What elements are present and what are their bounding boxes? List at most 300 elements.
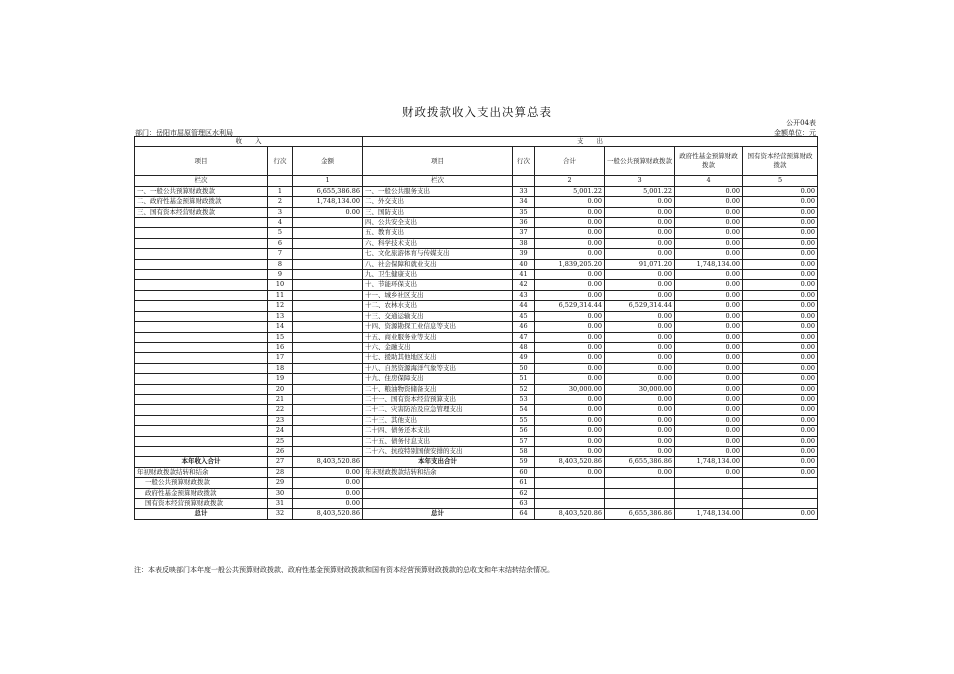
gov-fund-amount: 0.00: [675, 197, 743, 207]
table-row: [135, 249, 818, 259]
income-item: [135, 332, 268, 342]
gov-fund-amount: 0.00: [675, 384, 743, 394]
income-amount-header: 金额: [293, 147, 363, 176]
expense-line-no: 50: [513, 363, 535, 373]
state-capital-amount: 0.00: [743, 384, 818, 394]
income-amount: 0.00: [293, 478, 363, 488]
table-row: [135, 270, 818, 280]
expense-item-header: 项目: [363, 147, 513, 176]
state-capital-amount: 0.00: [743, 238, 818, 248]
expense-line-no: 35: [513, 207, 535, 217]
expense-line-no: 43: [513, 290, 535, 300]
income-item: [135, 290, 268, 300]
income-line-no: 17: [268, 353, 293, 363]
income-line-no: 27: [268, 457, 293, 467]
footnote: 注：本表反映部门本年度一般公共预算财政拨款、政府性基金预算财政拨款和国有资本经营预算财政拨款的总收支和年末结转结余情况。: [134, 566, 554, 574]
gov-fund-amount: 0.00: [675, 228, 743, 238]
column-index-label: 栏次: [135, 176, 268, 186]
gov-fund-amount: 0.00: [675, 363, 743, 373]
income-amount: [293, 322, 363, 332]
column-index-label-right: 栏次: [363, 176, 513, 186]
income-item: 本年收入合计: [135, 457, 268, 467]
income-line-no: 31: [268, 499, 293, 509]
state-capital-amount: 0.00: [743, 342, 818, 352]
income-amount: [293, 405, 363, 415]
expense-line-no: 55: [513, 415, 535, 425]
total-amount: 0.00: [535, 249, 605, 259]
state-capital-amount: 0.00: [743, 415, 818, 425]
state-capital-amount: [743, 499, 818, 509]
expense-item: 二十、粮油物资储备支出: [363, 384, 513, 394]
gov-fund-amount: 0.00: [675, 342, 743, 352]
expense-item: [363, 478, 513, 488]
general-budget-amount: [605, 499, 675, 509]
state-capital-amount: 0.00: [743, 426, 818, 436]
state-capital-amount: 0.00: [743, 405, 818, 415]
general-budget-amount: 0.00: [605, 342, 675, 352]
income-amount: [293, 436, 363, 446]
column-index-2: 2: [535, 176, 605, 186]
income-line-no: 28: [268, 467, 293, 477]
income-line-no: 13: [268, 311, 293, 321]
gov-fund-header: 政府性基金预算财政拨款: [675, 147, 743, 176]
income-amount: [293, 353, 363, 363]
table-row: [135, 436, 818, 446]
income-item: 国有资本经营预算财政拨款: [135, 499, 268, 509]
expense-line-no: 38: [513, 238, 535, 248]
expense-line-no: 41: [513, 270, 535, 280]
income-line-no: 3: [268, 207, 293, 217]
column-index-5: 5: [743, 176, 818, 186]
general-budget-amount: [605, 488, 675, 498]
gov-fund-amount: 0.00: [675, 394, 743, 404]
income-line-header: 行次: [268, 147, 293, 176]
table-row: [135, 509, 818, 519]
table-row: [135, 218, 818, 228]
expense-item: 本年支出合计: [363, 457, 513, 467]
state-capital-amount: 0.00: [743, 197, 818, 207]
state-capital-amount: 0.00: [743, 228, 818, 238]
state-capital-amount: [743, 478, 818, 488]
income-amount: [293, 363, 363, 373]
table-row: [135, 499, 818, 509]
table-row: [135, 290, 818, 300]
gov-fund-amount: 0.00: [675, 353, 743, 363]
table-row: [135, 478, 818, 488]
gov-fund-amount: 0.00: [675, 436, 743, 446]
state-capital-amount: 0.00: [743, 457, 818, 467]
table-row: [135, 446, 818, 456]
expense-item: 三、国防支出: [363, 207, 513, 217]
state-capital-amount: 0.00: [743, 353, 818, 363]
general-budget-amount: 0.00: [605, 353, 675, 363]
income-line-no: 25: [268, 436, 293, 446]
income-amount: 0.00: [293, 499, 363, 509]
general-budget-amount: 0.00: [605, 426, 675, 436]
income-item: [135, 374, 268, 384]
gov-fund-amount: 0.00: [675, 270, 743, 280]
table-row: [135, 186, 818, 196]
state-capital-amount: 0.00: [743, 467, 818, 477]
table-row: [135, 332, 818, 342]
income-amount: 6,655,386.86: [293, 186, 363, 196]
gov-fund-amount: 0.00: [675, 426, 743, 436]
income-item: [135, 322, 268, 332]
state-capital-amount: 0.00: [743, 363, 818, 373]
expense-item: 二十三、其他支出: [363, 415, 513, 425]
total-amount: 0.00: [535, 270, 605, 280]
income-item: [135, 363, 268, 373]
total-amount: 0.00: [535, 238, 605, 248]
income-line-no: 15: [268, 332, 293, 342]
expense-item: 十九、住房保障支出: [363, 374, 513, 384]
budget-table: [134, 136, 818, 520]
gov-fund-amount: 0.00: [675, 405, 743, 415]
general-budget-amount: 0.00: [605, 363, 675, 373]
income-amount: 8,403,520.86: [293, 509, 363, 519]
expense-item: [363, 488, 513, 498]
general-budget-amount: 0.00: [605, 228, 675, 238]
total-amount: 6,529,314.44: [535, 301, 605, 311]
income-item: 一般公共预算财政拨款: [135, 478, 268, 488]
expense-line-no: 51: [513, 374, 535, 384]
total-amount: 0.00: [535, 228, 605, 238]
income-line-no: 26: [268, 446, 293, 456]
expense-item: 四、公共安全支出: [363, 218, 513, 228]
gov-fund-amount: 0.00: [675, 238, 743, 248]
expense-line-no: 34: [513, 197, 535, 207]
total-amount: 0.00: [535, 207, 605, 217]
income-line-no: 11: [268, 290, 293, 300]
table-row: [135, 467, 818, 477]
general-budget-amount: [605, 478, 675, 488]
general-budget-header: 一般公共预算财政拨款: [605, 147, 675, 176]
income-item: [135, 238, 268, 248]
income-line-no: 23: [268, 415, 293, 425]
column-index-3: 3: [605, 176, 675, 186]
expense-item: 七、文化旅游体育与传媒支出: [363, 249, 513, 259]
general-budget-amount: 0.00: [605, 467, 675, 477]
general-budget-amount: 0.00: [605, 311, 675, 321]
income-amount: [293, 280, 363, 290]
general-budget-amount: 91,071.20: [605, 259, 675, 269]
expense-line-no: 53: [513, 394, 535, 404]
income-item: 一、一般公共预算财政拨款: [135, 186, 268, 196]
income-line-no: 20: [268, 384, 293, 394]
state-capital-amount: 0.00: [743, 332, 818, 342]
income-item: [135, 405, 268, 415]
general-budget-amount: 0.00: [605, 394, 675, 404]
table-row: [135, 301, 818, 311]
total-amount: 0.00: [535, 426, 605, 436]
general-budget-amount: 0.00: [605, 374, 675, 384]
report-title: 财政拨款收入支出决算总表: [402, 105, 552, 119]
income-line-no: 4: [268, 218, 293, 228]
total-amount: 0.00: [535, 405, 605, 415]
income-amount: [293, 394, 363, 404]
general-budget-amount: 0.00: [605, 322, 675, 332]
income-item: [135, 311, 268, 321]
income-line-no: 12: [268, 301, 293, 311]
expense-line-no: 42: [513, 280, 535, 290]
state-capital-amount: 0.00: [743, 301, 818, 311]
total-header: 合计: [535, 147, 605, 176]
expense-line-no: 36: [513, 218, 535, 228]
expense-item: 二十一、国有资本经营预算支出: [363, 394, 513, 404]
expense-item: 十一、城乡社区支出: [363, 290, 513, 300]
expense-line-no: 47: [513, 332, 535, 342]
expense-line-no: 59: [513, 457, 535, 467]
state-capital-amount: 0.00: [743, 270, 818, 280]
income-item: [135, 415, 268, 425]
expense-item: 十、节能环保支出: [363, 280, 513, 290]
income-item: [135, 394, 268, 404]
expense-line-no: 46: [513, 322, 535, 332]
expense-item: 十三、交通运输支出: [363, 311, 513, 321]
gov-fund-amount: 0.00: [675, 467, 743, 477]
column-index-empty: [268, 176, 293, 186]
table-row: [135, 374, 818, 384]
total-amount: 0.00: [535, 280, 605, 290]
total-amount: 0.00: [535, 436, 605, 446]
income-amount: [293, 446, 363, 456]
state-capital-amount: 0.00: [743, 374, 818, 384]
income-amount: 0.00: [293, 488, 363, 498]
table-row: [135, 311, 818, 321]
income-amount: 8,403,520.86: [293, 457, 363, 467]
table-row: [135, 384, 818, 394]
income-amount: [293, 228, 363, 238]
total-amount: 0.00: [535, 363, 605, 373]
expense-item: 十五、商业服务业等支出: [363, 332, 513, 342]
income-item: 年初财政拨款结转和结余: [135, 467, 268, 477]
income-line-no: 9: [268, 270, 293, 280]
general-budget-amount: 30,000.00: [605, 384, 675, 394]
total-amount: 8,403,520.86: [535, 457, 605, 467]
state-capital-amount: 0.00: [743, 394, 818, 404]
income-amount: 1,748,134.00: [293, 197, 363, 207]
gov-fund-amount: 0.00: [675, 301, 743, 311]
expense-item: 十六、金融支出: [363, 342, 513, 352]
income-item: [135, 436, 268, 446]
income-amount: [293, 332, 363, 342]
income-amount: [293, 342, 363, 352]
state-capital-amount: 0.00: [743, 509, 818, 519]
total-amount: 5,001.22: [535, 186, 605, 196]
total-amount: 8,403,520.86: [535, 509, 605, 519]
general-budget-amount: 0.00: [605, 415, 675, 425]
state-capital-amount: 0.00: [743, 290, 818, 300]
table-row: [135, 394, 818, 404]
table-row: [135, 322, 818, 332]
table-row: [135, 488, 818, 498]
expense-line-no: 44: [513, 301, 535, 311]
expense-line-no: 56: [513, 426, 535, 436]
expense-line-no: 33: [513, 186, 535, 196]
table-row: [135, 228, 818, 238]
total-amount: 0.00: [535, 218, 605, 228]
gov-fund-amount: [675, 499, 743, 509]
total-amount: 0.00: [535, 332, 605, 342]
gov-fund-amount: 0.00: [675, 322, 743, 332]
table-row: [135, 197, 818, 207]
total-amount: 30,000.00: [535, 384, 605, 394]
state-capital-amount: [743, 488, 818, 498]
income-line-no: 32: [268, 509, 293, 519]
income-item: 政府性基金预算财政拨款: [135, 488, 268, 498]
income-item: [135, 301, 268, 311]
table-row: [135, 353, 818, 363]
income-item: [135, 280, 268, 290]
gov-fund-amount: 0.00: [675, 374, 743, 384]
income-line-no: 22: [268, 405, 293, 415]
expense-line-no: 45: [513, 311, 535, 321]
expense-line-no: 62: [513, 488, 535, 498]
expense-line-no: 52: [513, 384, 535, 394]
income-item: [135, 270, 268, 280]
general-budget-amount: 0.00: [605, 218, 675, 228]
expense-line-no: 63: [513, 499, 535, 509]
expense-line-no: 49: [513, 353, 535, 363]
state-capital-amount: 0.00: [743, 186, 818, 196]
income-amount: [293, 290, 363, 300]
general-budget-amount: 0.00: [605, 446, 675, 456]
total-amount: 0.00: [535, 322, 605, 332]
table-row: [135, 280, 818, 290]
total-amount: 0.00: [535, 197, 605, 207]
income-amount: [293, 259, 363, 269]
income-item-header: 项目: [135, 147, 268, 176]
income-item: [135, 249, 268, 259]
income-line-no: 29: [268, 478, 293, 488]
expense-item: 总计: [363, 509, 513, 519]
expense-item: 十二、农林水支出: [363, 301, 513, 311]
general-budget-amount: 0.00: [605, 207, 675, 217]
expense-line-no: 58: [513, 446, 535, 456]
income-item: [135, 218, 268, 228]
total-amount: 0.00: [535, 342, 605, 352]
state-capital-amount: 0.00: [743, 280, 818, 290]
column-index-empty: [513, 176, 535, 186]
income-amount: [293, 311, 363, 321]
expense-line-no: 48: [513, 342, 535, 352]
expense-item: 二十四、债务还本支出: [363, 426, 513, 436]
state-capital-amount: 0.00: [743, 311, 818, 321]
gov-fund-amount: 0.00: [675, 186, 743, 196]
income-line-no: 5: [268, 228, 293, 238]
income-line-no: 6: [268, 238, 293, 248]
column-index-1: 1: [293, 176, 363, 186]
expense-item: 八、社会保障和就业支出: [363, 259, 513, 269]
gov-fund-amount: 0.00: [675, 415, 743, 425]
gov-fund-amount: 1,748,134.00: [675, 509, 743, 519]
total-amount: 0.00: [535, 467, 605, 477]
general-budget-amount: 0.00: [605, 436, 675, 446]
total-amount: [535, 488, 605, 498]
expense-line-no: 57: [513, 436, 535, 446]
expense-item: 十四、资源勘探工业信息等支出: [363, 322, 513, 332]
income-item: 三、国有资本经营财政拨款: [135, 207, 268, 217]
table-row: [135, 342, 818, 352]
expense-item: [363, 499, 513, 509]
expense-line-no: 40: [513, 259, 535, 269]
gov-fund-amount: 0.00: [675, 280, 743, 290]
general-budget-amount: 0.00: [605, 249, 675, 259]
total-amount: 0.00: [535, 311, 605, 321]
income-item: 总计: [135, 509, 268, 519]
expense-item: 二十五、债务付息支出: [363, 436, 513, 446]
gov-fund-amount: 1,748,134.00: [675, 457, 743, 467]
expense-item: 年末财政拨款结转和结余: [363, 467, 513, 477]
total-amount: 0.00: [535, 446, 605, 456]
income-header: 收 入: [135, 137, 363, 147]
income-line-no: 1: [268, 186, 293, 196]
total-amount: [535, 478, 605, 488]
expense-item: 九、卫生健康支出: [363, 270, 513, 280]
state-capital-amount: 0.00: [743, 322, 818, 332]
general-budget-amount: 0.00: [605, 332, 675, 342]
state-capital-amount: 0.00: [743, 446, 818, 456]
income-amount: [293, 301, 363, 311]
income-item: [135, 426, 268, 436]
state-capital-amount: 0.00: [743, 207, 818, 217]
state-capital-amount: 0.00: [743, 218, 818, 228]
general-budget-amount: 6,655,386.86: [605, 509, 675, 519]
table-row: [135, 238, 818, 248]
gov-fund-amount: [675, 488, 743, 498]
income-line-no: 10: [268, 280, 293, 290]
general-budget-amount: 6,529,314.44: [605, 301, 675, 311]
total-amount: 1,839,205.20: [535, 259, 605, 269]
general-budget-amount: 6,655,386.86: [605, 457, 675, 467]
table-row: [135, 426, 818, 436]
table-row: [135, 207, 818, 217]
table-row: [135, 415, 818, 425]
total-amount: [535, 499, 605, 509]
gov-fund-amount: 1,748,134.00: [675, 259, 743, 269]
expense-item: 二十六、抗疫特别国债安排的支出: [363, 446, 513, 456]
expense-item: 六、科学技术支出: [363, 238, 513, 248]
income-line-no: 14: [268, 322, 293, 332]
income-item: [135, 259, 268, 269]
income-line-no: 30: [268, 488, 293, 498]
general-budget-amount: 0.00: [605, 405, 675, 415]
income-item: [135, 384, 268, 394]
column-index-4: 4: [675, 176, 743, 186]
income-line-no: 8: [268, 259, 293, 269]
gov-fund-amount: 0.00: [675, 332, 743, 342]
expense-line-no: 54: [513, 405, 535, 415]
general-budget-amount: 0.00: [605, 238, 675, 248]
expense-item: 一、一般公共服务支出: [363, 186, 513, 196]
table-row: [135, 457, 818, 467]
income-item: [135, 342, 268, 352]
expense-line-no: 39: [513, 249, 535, 259]
income-amount: [293, 238, 363, 248]
gov-fund-amount: 0.00: [675, 249, 743, 259]
expense-header: 支 出: [363, 137, 818, 147]
income-line-no: 21: [268, 394, 293, 404]
general-budget-amount: 0.00: [605, 197, 675, 207]
income-line-no: 24: [268, 426, 293, 436]
state-capital-amount: 0.00: [743, 259, 818, 269]
expense-item: 二十二、灾害防治及应急管理支出: [363, 405, 513, 415]
general-budget-amount: 0.00: [605, 290, 675, 300]
income-item: [135, 353, 268, 363]
gov-fund-amount: 0.00: [675, 311, 743, 321]
expense-line-no: 37: [513, 228, 535, 238]
expense-line-no: 64: [513, 509, 535, 519]
